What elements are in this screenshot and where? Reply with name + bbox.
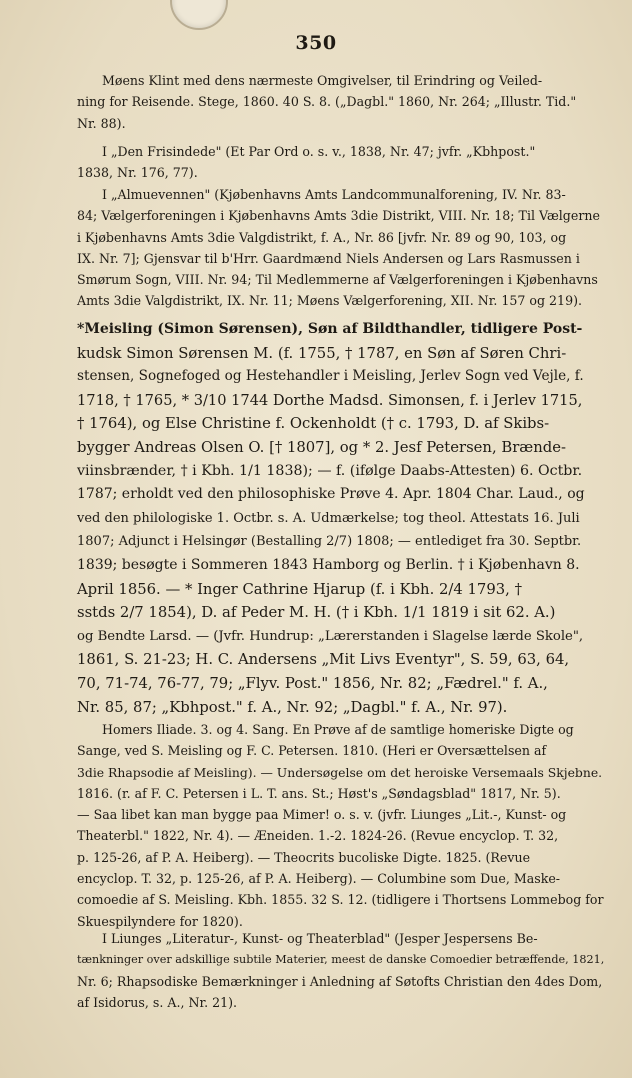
text-line: bygger Andreas Olsen O. [† 1807], og * 2. Jesf Petersen, Brænde- (77, 438, 566, 456)
text-line: 70, 71-74, 76-77, 79; „Flyv. Post." 1856, Nr. 82; „Fædrel." f. A., (77, 674, 548, 692)
text-line: Skuespilyndere for 1820). (77, 913, 243, 929)
page-number: 350 (295, 32, 337, 54)
punch-hole-decoration (170, 0, 228, 30)
text-line: af Isidorus, s. A., Nr. 21). (77, 994, 238, 1010)
text-line: † 1764), og Else Christine f. Ockenholdt († c. 1793, D. af Skibs- (77, 415, 550, 433)
text-line: 1807; Adjunct i Helsingør (Bestalling 2/7) 1808; — entlediget fra 30. Septbr. (77, 534, 582, 550)
paragraph-moen-klint (77, 70, 610, 134)
text-line: Sange, ved S. Meisling og F. C. Petersen. 1810. (Heri er Oversættelsen af (77, 743, 547, 759)
text-line: sstds 2/7 1854), D. af Peder M. H. († i Kbh. 1/1 1819 i sit 62. A.) (77, 604, 556, 622)
text-line: 1787; erholdt ved den philosophiske Prøve 4. Apr. 1804 Char. Laud., og (77, 486, 585, 503)
paragraph-meisling-entry (77, 318, 585, 719)
text-line: Møens Klint med dens nærmeste Omgivelser, til Erindring og Veiled- (102, 73, 543, 88)
text-line: Nr. 88). (77, 115, 126, 131)
text-line: 1718, † 1765, * 3/10 1744 Dorthe Madsd. Simonsen, f. i Jerlev 1715, (77, 391, 583, 409)
text-line: — Saa libet kan man bygge paa Mimer! o. s. v. (jvfr. Liunges „Lit.-, Kunst- og (77, 807, 567, 823)
text-line: 1816. (r. af F. C. Petersen i L. T. ans. St.; Høst's „Søndagsblad" 1817, Nr. 5). (77, 785, 561, 801)
text-line: ved den philologiske 1. Octbr. s. A. Udmærkelse; tog theol. Attestats 16. Juli (77, 510, 580, 526)
text-line: Nr. 6; Rhapsodiske Bemærkninger i Anledning af Søtofts Christian den 4des Dom, (77, 973, 603, 989)
text-line: p. 125-26, af P. A. Heiberg). — Theocrits bucoliske Digte. 1825. (Revue (77, 849, 531, 865)
entry-headword-line: *Meisling (Simon Sørensen), Søn af Bildthandler, tidligere Post- (77, 321, 583, 337)
text-line: ning for Reisende. Stege, 1860. 40 S. 8. („Dagbl." 1860, Nr. 264; „Illustr. Tid." (77, 94, 577, 110)
text-line: viinsbrænder, † i Kbh. 1/1 1838); — f. (ifølge Daabs-Attesten) 6. Octbr. (77, 462, 583, 479)
text-line: i Kjøbenhavns Amts 3die Valgdistrikt, f. A., Nr. 86 [jvfr. Nr. 89 og 90, 103, og (77, 229, 567, 245)
text-line: 84; Vælgerforeningen i Kjøbenhavns Amts 3die Distrikt, VIII. Nr. 18; Til Vælgerne (77, 208, 600, 224)
paragraph-homers-iliade (77, 719, 610, 932)
text-line: 1839; besøgte i Sommeren 1843 Hamborg og Berlin. † i Kjøbenhavn 8. (77, 556, 580, 573)
text-line: 1861, S. 21-23; H. C. Andersens „Mit Livs Eventyr", S. 59, 63, 64, (77, 651, 570, 669)
text-line: I „Den Frisindede" (Et Par Ord o. s. v., 1838, Nr. 47; jvfr. „Kbhpost." (102, 144, 536, 159)
text-line: stensen, Sognefoged og Hestehandler i Meisling, Jerlev Sogn ved Vejle, f. (77, 368, 584, 385)
text-line: og Bendte Larsd. — (Jvfr. Hundrup: „Lærerstanden i Slagelse lærde Skole", (77, 628, 584, 644)
text-line: kudsk Simon Sørensen M. (f. 1755, † 1787, en Søn af Søren Chri- (77, 344, 567, 362)
text-line: Smørum Sogn, VIII. Nr. 94; Til Medlemmerne af Vælgerforeningen i Kjøbenhavns (77, 272, 598, 288)
text-line: IX. Nr. 7]; Gjensvar til b'Hrr. Gaardmænd Niels Andersen og Lars Rasmussen i (77, 250, 580, 266)
text-line: comoedie af S. Meisling. Kbh. 1855. 32 S. 12. (tidligere i Thortsens Lommebog for (77, 892, 604, 908)
text-line: 1838, Nr. 176, 77). (77, 165, 198, 181)
text-line: tænkninger over adskillige subtile Materier, meest de danske Comoedier betræffende, 1821, (77, 953, 605, 967)
paragraph-frisindede (77, 141, 610, 184)
text-line: 3die Rhapsodie af Meisling). — Undersøgelse om det heroiske Versemaals Skjebne. (77, 764, 603, 780)
text-line: I Liunges „Literatur-, Kunst- og Theaterblad" (Jesper Jespersens Be- (102, 931, 538, 946)
text-line: Homers Iliade. 3. og 4. Sang. En Prøve af de samtlige homeriske Digte og (102, 722, 574, 737)
text-line: encyclop. T. 32, p. 125-26, af P. A. Heiberg). — Columbine som Due, Maske- (77, 871, 561, 887)
paragraph-almuevennen (77, 184, 610, 312)
text-line: Amts 3die Valgdistrikt, IX. Nr. 11; Møens Vælgerforening, XII. Nr. 157 og 219). (77, 293, 583, 309)
text-line: Nr. 85, 87; „Kbhpost." f. A., Nr. 92; „Dagbl." f. A., Nr. 97). (77, 698, 508, 716)
text-line: Theaterbl." 1822, Nr. 4). — Æneiden. 1.-2. 1824-26. (Revue encyclop. T. 32, (77, 828, 559, 844)
text-line: I „Almuevennen" (Kjøbenhavns Amts Landcommunalforening, IV. Nr. 83- (102, 187, 566, 202)
paragraph-liunges (77, 928, 610, 1013)
text-line: April 1856. — * Inger Cathrine Hjarup (f. i Kbh. 2/4 1793, † (77, 580, 522, 598)
